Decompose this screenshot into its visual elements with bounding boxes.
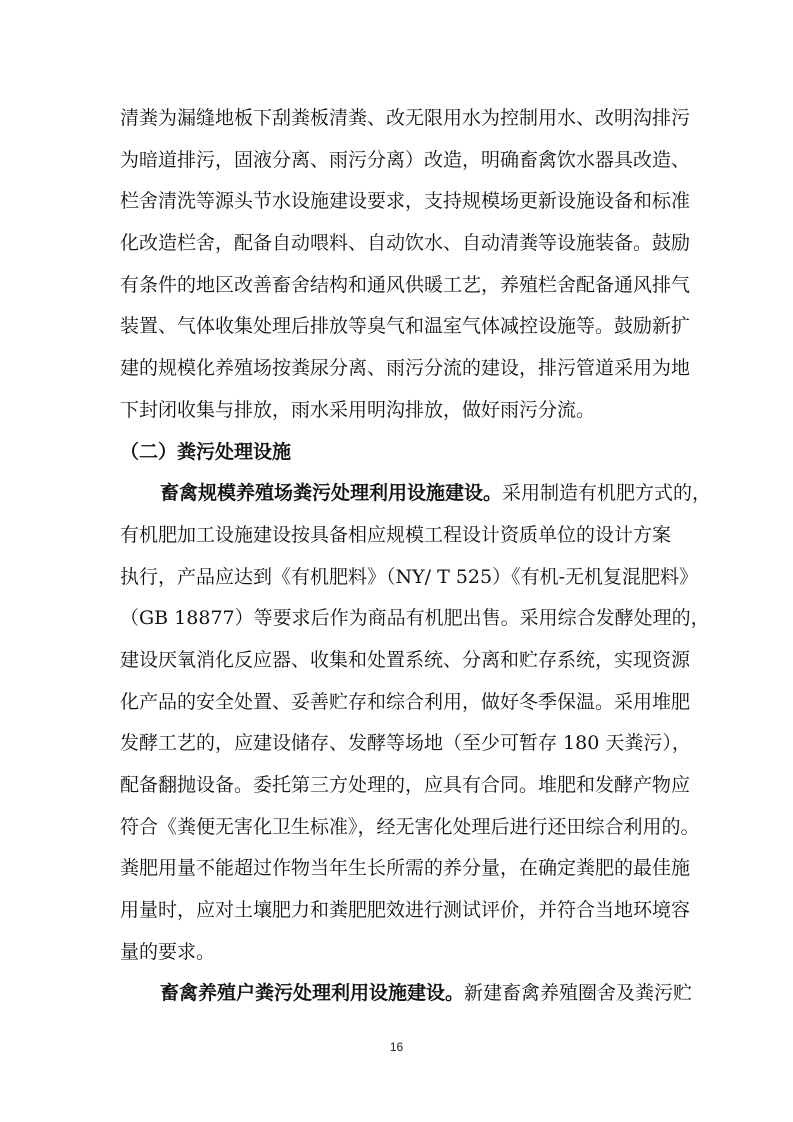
text-line: 建的规模化养殖场按粪尿分离、雨污分流的建设，排污管道采用为地 (120, 357, 691, 380)
text-line: 下封闭收集与排放，雨水采用明沟排放，做好雨污分流。 (120, 398, 596, 421)
text-line: 粪肥用量不能超过作物当年生长所需的养分量，在确定粪肥的最佳施 (120, 857, 691, 880)
paragraph-first-line (120, 473, 712, 515)
text-line: 有条件的地区改善畜舍结构和通风供暖工艺，养殖栏舍配备通风排气 (120, 273, 691, 296)
text-line: （GB 18877）等要求后作为商品有机肥出售。采用综合发酵处理的， (120, 607, 710, 630)
text-line: 清粪为漏缝地板下刮粪板清粪、改无限用水为控制用水、改明沟排污 (120, 107, 691, 129)
text-line: 执行，产品应达到《有机肥料》（NY/ T 525）《有机-无机复混肥料》 (120, 565, 699, 588)
text-line: 栏舍清洗等源头节水设施建设要求，支持规模场更新设施设备和标准 (120, 190, 691, 213)
text-line: 配备翻抛设备。委托第三方处理的，应具有合同。堆肥和发酵产物应 (120, 774, 691, 796)
body-text (120, 98, 712, 1015)
text-line: 为暗道排污，固液分离、雨污分离）改造，明确畜禽饮水器具改造、 (120, 148, 691, 171)
paragraph-lead: 畜禽规模养殖场粪污处理利用设施建设。 (160, 482, 503, 505)
paragraph-text: 新建畜禽养殖圈舍及粪污贮 (464, 982, 693, 1005)
section-heading: （二）粪污处理设施 (120, 440, 292, 463)
text-line: 用量时，应对土壤肥力和粪肥肥效进行测试评价，并符合当地环境容 (120, 899, 691, 922)
paragraph-first-line (120, 973, 693, 1015)
text-line: 量的要求。 (120, 940, 216, 963)
text-line: 符合《粪便无害化卫生标准》，经无害化处理后进行还田综合利用的。 (120, 815, 700, 838)
text-line: 有机肥加工设施建设按具备相应规模工程设计资质单位的设计方案 (120, 523, 672, 546)
paragraph-text: 采用制造有机肥方式的， (502, 482, 712, 505)
text-line: 装置、气体收集处理后排放等臭气和温室气体减控设施等。鼓励新扩 (120, 315, 691, 338)
text-line: 建设厌氧消化反应器、收集和处置系统、分离和贮存系统，实现资源 (120, 648, 691, 671)
text-line: 发酵工艺的，应建设储存、发酵等场地（至少可暂存 180 天粪污）， (120, 732, 691, 755)
page-number: 16 (389, 1040, 404, 1054)
paragraph-lead: 畜禽养殖户粪污处理利用设施建设。 (160, 982, 465, 1005)
text-line: 化产品的安全处置、妥善贮存和综合利用，做好冬季保温。采用堆肥 (120, 690, 691, 713)
text-line: 化改造栏舍，配备自动喂料、自动饮水、自动清粪等设施装备。鼓励 (120, 232, 691, 255)
